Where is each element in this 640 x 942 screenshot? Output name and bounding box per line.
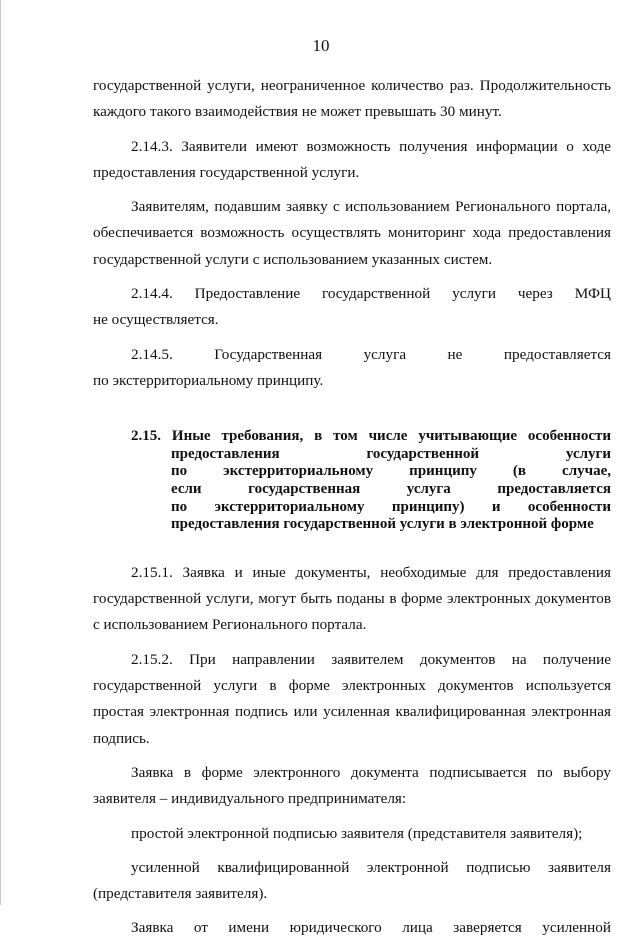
document-body	[93, 73, 611, 942]
paragraph-2-14-3: 2.14.3. Заявители имеют возможность получения информации о ходе предоставления государственной услуги.	[93, 137, 611, 181]
heading-line: 2.15. Иные требования, в том числе учитывающие особенности	[131, 428, 611, 445]
list-item-qualified-signature: усиленной квалифицированной электронной подписью заявителя (представителя заявителя).	[93, 858, 611, 903]
paragraph-2-14-4-line2: не осуществляется.	[93, 311, 219, 329]
page-number: 10	[312, 36, 330, 55]
paragraph-legal-entity: Заявка от имени юридического лица заверяется усиленной	[131, 919, 611, 937]
paragraph-2-15-2: 2.15.2. При направлении заявителем документов на получение государственной услуги в форме электронных документов используется простая электронная подпись или усиленная квалифицированная электронная подпись.	[93, 650, 611, 747]
paragraph-2-14-5-line1: 2.14.5. Государственная услуга не предоставляется	[131, 345, 611, 363]
paragraph-monitoring: Заявителям, подавшим заявку с использованием Регионального портала, обеспечивается возможность осуществлять мониторинг хода предоставления государственной услуги с использованием указанных систем.	[93, 198, 611, 268]
heading-line: предоставления государственной услуги в электронной форме	[171, 516, 594, 533]
heading-line: по экстерриториальному принципу (в случае,	[171, 463, 611, 480]
paragraph-continuation: государственной услуги, неограниченное количество раз. Продолжительность каждого такого взаимодействия не может превышать 30 минут.	[93, 77, 611, 121]
list-item-simple-signature: простой электронной подписью заявителя (представителя заявителя);	[131, 824, 583, 842]
paragraph-2-14-4-line1: 2.14.4. Предоставление государственной услуги через МФЦ	[131, 285, 611, 303]
heading-line: если государственная услуга предоставляется	[171, 481, 611, 498]
paragraph-2-14-5-line2: по экстерриториальному принципу.	[93, 371, 324, 389]
section-heading-2-15	[93, 428, 611, 534]
heading-line: предоставления государственной услуги	[171, 445, 611, 462]
paragraph-2-15-1: 2.15.1. Заявка и иные документы, необходимые для предоставления государственной услуги, могут быть поданы в форме электронных документов с использованием Регионального портала.	[93, 563, 611, 634]
heading-line: по экстерриториальному принципу) и особенности	[171, 498, 611, 515]
paragraph-individual-entrepreneur: Заявка в форме электронного документа подписывается по выбору заявителя – индивидуального предпринимателя:	[93, 763, 611, 808]
